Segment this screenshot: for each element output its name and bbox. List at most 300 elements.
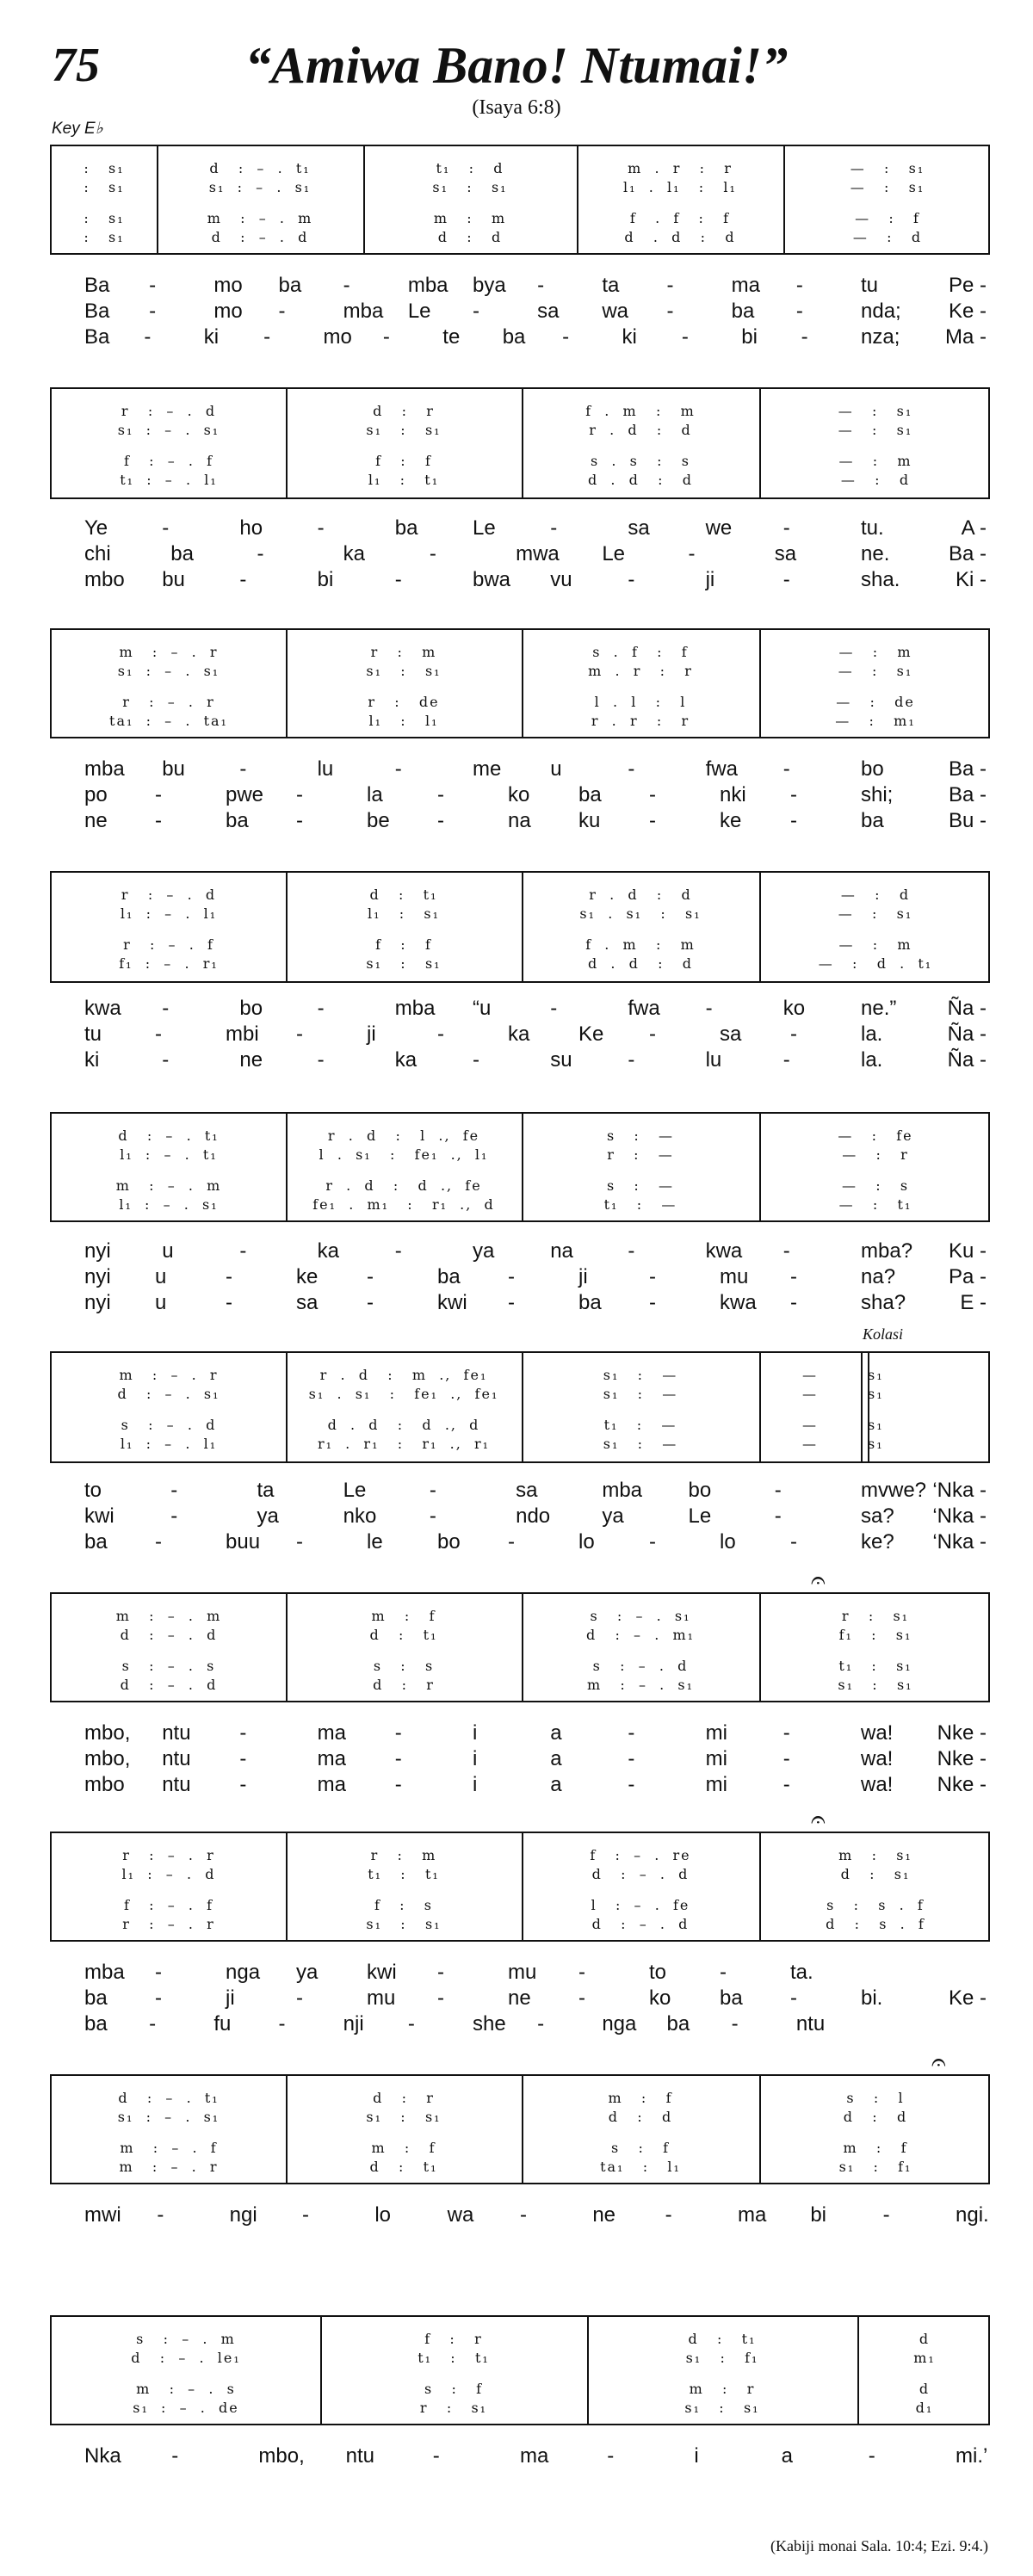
solfa-measure: m : – . f: [120, 2140, 218, 2156]
syllable-hyphen: -: [429, 1479, 436, 1502]
solfa-measure: s₁ : s₁: [838, 1677, 913, 1693]
syllable-hyphen: -: [437, 1961, 444, 1984]
voice-row: [52, 160, 988, 181]
syllable-hyphen: -: [239, 1721, 247, 1745]
syllable-hyphen: -: [790, 1291, 797, 1314]
solfa-measure: r . r : r: [591, 713, 690, 729]
voice-row: [52, 2381, 988, 2401]
lyric-syllable: we: [705, 516, 733, 540]
lyric-line: [0, 1721, 1033, 1745]
lyric-syllable: na: [508, 809, 531, 832]
solfa-measure: r . d : m ., fe₁: [319, 1367, 488, 1383]
solfa-measure: m : s₁: [838, 1847, 912, 1863]
lyric-syllable: ki: [203, 325, 220, 349]
solfa-measure: d : s₁: [840, 1866, 911, 1882]
lyric-syllable: ngi.: [956, 2203, 989, 2227]
solfa-measure: d : – . t₁: [209, 160, 311, 176]
solfa-measure: t₁ : t₁: [368, 1866, 440, 1882]
solfa-measure: : s₁: [84, 160, 125, 176]
lyric-syllable: na?: [861, 1265, 896, 1288]
syllable-hyphen: -: [782, 1747, 790, 1770]
lyric-syllable: ya: [602, 1504, 624, 1528]
lyric-syllable: i: [473, 1773, 478, 1796]
syllable-hyphen: -: [257, 542, 264, 565]
solfa-measure: f . m : m: [585, 403, 696, 419]
lyric-syllable: mu: [367, 1986, 396, 2010]
next-line-pickup: A -: [961, 516, 987, 540]
solfa-measure: f₁ : – . r₁: [119, 955, 219, 972]
lyric-syllable: bi: [741, 325, 758, 349]
solfa-measure: d : – . le₁: [131, 2350, 241, 2366]
next-line-pickup: ‘Nka -: [932, 1530, 987, 1554]
solfa-measure: r₁ . r₁ : r₁ ., r₁: [317, 1436, 491, 1452]
solfa-measure: m : – . s: [136, 2381, 236, 2397]
lyric-syllable: ntu: [162, 1773, 191, 1796]
lyric-syllable: wa!: [861, 1747, 894, 1770]
solfa-measure: s . s : s: [591, 453, 690, 469]
lyric-syllable: ntu: [162, 1721, 191, 1745]
lyric-syllable: ko: [782, 997, 806, 1020]
syllable-hyphen: -: [649, 783, 656, 806]
lyric-syllable: nga: [602, 2012, 637, 2035]
syllable-hyphen: -: [720, 1961, 727, 1984]
fermata-icon: 𝄐: [811, 1805, 826, 1835]
lyric-syllable: ba: [84, 1986, 108, 2010]
solfa-measure: — : s: [841, 1177, 910, 1194]
lyric-syllable: bi: [810, 2203, 827, 2227]
solfa-measure: m : – . r: [119, 2159, 219, 2175]
solfa-measure: d : – . d: [211, 229, 309, 245]
lyric-syllable: ji: [705, 568, 715, 591]
lyric-syllable: bo: [437, 1530, 461, 1554]
notation-system-3: [50, 628, 990, 738]
lyric-syllable: ne: [508, 1986, 531, 2010]
next-line-pickup: Ba -: [948, 757, 987, 781]
solfa-measure: s₁: [868, 1417, 884, 1433]
syllable-hyphen: -: [550, 997, 558, 1020]
next-line-pickup: ‘Nka -: [932, 1504, 987, 1528]
lyric-syllable: te: [442, 325, 461, 349]
lyric-line: [0, 1239, 1033, 1263]
voice-row: [52, 1627, 988, 1647]
lyric-syllable: ba: [84, 2012, 108, 2035]
lyric-syllable: ki: [84, 1048, 100, 1072]
solfa-measure: s : f: [610, 2140, 671, 2156]
syllable-hyphen: -: [882, 2203, 890, 2227]
syllable-hyphen: -: [239, 1747, 247, 1770]
solfa-measure: t₁ : —: [603, 1196, 677, 1213]
lyric-line: [0, 568, 1033, 592]
lyric-line: [0, 2444, 1033, 2468]
scripture-reference: (Isaya 6:8): [472, 96, 561, 119]
syllable-hyphen: -: [688, 542, 696, 565]
voice-row: [52, 663, 988, 683]
solfa-measure: r : – . r: [122, 1847, 215, 1863]
lyric-syllable: mbo,: [258, 2444, 305, 2468]
solfa-measure: m : m: [433, 210, 507, 226]
syllable-hyphen: -: [437, 809, 444, 832]
solfa-measure: t₁ : s₁: [838, 1658, 912, 1674]
lyric-syllable: Le: [343, 1479, 367, 1502]
voice-row: [52, 2109, 988, 2129]
lyric-syllable: kwa: [705, 1239, 743, 1263]
voice-row: [52, 1196, 988, 1217]
lyric-syllable: i: [473, 1747, 478, 1770]
song-number: 75: [52, 39, 100, 92]
lyric-syllable: lu: [705, 1048, 722, 1072]
solfa-measure: l₁ : – . d: [121, 1866, 216, 1882]
syllable-hyphen: -: [343, 274, 350, 297]
solfa-measure: f : – . re: [590, 1847, 691, 1863]
solfa-measure: s . f : f: [592, 644, 689, 660]
solfa-measure: d : – . d: [120, 1677, 218, 1693]
syllable-hyphen: -: [790, 1265, 797, 1288]
solfa-measure: d : r: [373, 1677, 435, 1693]
lyric-syllable: a: [550, 1773, 562, 1796]
solfa-measure: d : r: [373, 2090, 435, 2106]
solfa-measure: d : – . d: [591, 1916, 690, 1932]
lyric-syllable: ka: [394, 1048, 418, 1072]
solfa-measure: d . d : d: [587, 955, 694, 972]
solfa-measure: l . s₁ : fe₁ ., l₁: [319, 1146, 489, 1163]
solfa-measure: d : r: [373, 403, 435, 419]
syllable-hyphen: -: [731, 2012, 739, 2035]
syllable-hyphen: -: [782, 1773, 790, 1796]
lyric-line: [0, 1022, 1033, 1047]
lyric-syllable: mo: [213, 300, 243, 323]
lyric-line: [0, 1773, 1033, 1797]
syllable-hyphen: -: [144, 325, 152, 349]
lyric-syllable: ba: [720, 1986, 743, 2010]
lyric-syllable: sa: [516, 1479, 538, 1502]
lyric-syllable: ke: [720, 809, 742, 832]
lyric-syllable: ndo: [516, 1504, 551, 1528]
solfa-measure: — : d: [840, 886, 911, 903]
solfa-measure: s₁ . s₁ : s₁: [579, 905, 702, 922]
next-line-pickup: Ke -: [948, 1986, 987, 2010]
fermata-icon: 𝄐: [811, 1566, 826, 1596]
lyric-line: [0, 1986, 1033, 2011]
solfa-measure: r : – . r: [122, 1916, 215, 1932]
lyric-syllable: mba: [84, 757, 125, 781]
lyric-syllable: Ba: [84, 325, 110, 349]
syllable-hyphen: -: [394, 1773, 402, 1796]
lyric-syllable: nda;: [861, 300, 901, 323]
syllable-hyphen: -: [432, 2444, 440, 2468]
syllable-hyphen: -: [278, 2012, 286, 2035]
syllable-hyphen: -: [790, 1022, 797, 1046]
syllable-hyphen: -: [296, 1986, 303, 2010]
solfa-measure: —: [802, 1417, 818, 1433]
syllable-hyphen: -: [537, 274, 545, 297]
solfa-measure: — : fe: [838, 1127, 913, 1144]
solfa-measure: f₁ : s₁: [838, 1627, 912, 1643]
solfa-measure: m : – . m: [115, 1608, 222, 1624]
lyric-syllable: ya: [257, 1504, 279, 1528]
lyric-line: [0, 809, 1033, 833]
solfa-measure: m : f: [371, 2140, 436, 2156]
voice-row: [52, 2159, 988, 2179]
solfa-measure: f : – . f: [123, 1897, 214, 1913]
syllable-hyphen: -: [666, 274, 674, 297]
solfa-measure: l₁ : – . l₁: [120, 905, 218, 922]
lyric-syllable: lo: [578, 1530, 595, 1554]
lyric-syllable: fu: [213, 2012, 232, 2035]
voice-row: [52, 1847, 988, 1868]
lyric-syllable: sa: [774, 542, 797, 565]
syllable-hyphen: -: [550, 516, 558, 540]
next-line-pickup: Ña -: [947, 997, 987, 1020]
solfa-measure: l₁ : – . s₁: [119, 1196, 219, 1213]
lyric-line: [0, 1265, 1033, 1289]
lyric-syllable: le: [367, 1530, 383, 1554]
lyric-line: [0, 1504, 1033, 1529]
lyric-syllable: ngi: [229, 2203, 257, 2227]
lyric-syllable: vu: [550, 568, 572, 591]
solfa-measure: l . l : l: [594, 694, 687, 710]
solfa-measure: — : r: [842, 1146, 909, 1163]
lyric-syllable: ba: [578, 783, 602, 806]
lyric-syllable: Ba: [84, 274, 110, 297]
solfa-measure: ta₁ : – . ta₁: [109, 713, 228, 729]
solfa-measure: r . d : d: [589, 422, 692, 438]
syllable-hyphen: -: [437, 1022, 444, 1046]
solfa-measure: s₁ : – . s₁: [208, 179, 312, 195]
syllable-hyphen: -: [317, 1048, 325, 1072]
lyric-syllable: ta.: [790, 1961, 813, 1984]
solfa-measure: : s₁: [84, 179, 125, 195]
next-line-pickup: Pa -: [948, 1265, 987, 1288]
solfa-measure: — : d . t₁: [818, 955, 933, 972]
solfa-measure: d : t₁: [369, 2159, 438, 2175]
syllable-hyphen: -: [155, 1022, 162, 1046]
lyric-syllable: ba: [84, 1530, 108, 1554]
lyric-syllable: ji: [367, 1022, 376, 1046]
lyric-syllable: nji: [343, 2012, 364, 2035]
lyric-syllable: ko: [649, 1986, 671, 2010]
key-signature: Key E♭: [52, 120, 103, 138]
solfa-measure: f . m : m: [585, 936, 696, 953]
lyric-syllable: mwa: [516, 542, 560, 565]
solfa-measure: —: [802, 1367, 818, 1383]
solfa-measure: — : d: [852, 229, 923, 245]
lyric-line: [0, 1747, 1033, 1771]
syllable-hyphen: -: [774, 1504, 782, 1528]
syllable-hyphen: -: [782, 1721, 790, 1745]
lyric-syllable: ke: [296, 1265, 319, 1288]
notation-system-7: [50, 1592, 990, 1702]
lyric-syllable: tu: [84, 1022, 102, 1046]
syllable-hyphen: -: [239, 568, 247, 591]
lyric-syllable: shi;: [861, 783, 894, 806]
solfa-measure: — : de: [836, 694, 915, 710]
syllable-hyphen: -: [649, 1530, 656, 1554]
lyric-syllable: ne.”: [861, 997, 897, 1020]
voice-row: [52, 1866, 988, 1887]
syllable-hyphen: -: [394, 1721, 402, 1745]
syllable-hyphen: -: [628, 1721, 635, 1745]
syllable-hyphen: -: [790, 1986, 797, 2010]
lyric-syllable: ba: [578, 1291, 602, 1314]
syllable-hyphen: -: [782, 757, 790, 781]
syllable-hyphen: -: [628, 757, 635, 781]
lyric-line: [0, 516, 1033, 541]
lyric-syllable: po: [84, 783, 108, 806]
syllable-hyphen: -: [562, 325, 570, 349]
lyric-syllable: ma: [520, 2444, 549, 2468]
lyric-syllable: sha?: [861, 1291, 906, 1314]
solfa-measure: m : – . m: [207, 210, 313, 226]
next-line-pickup: Ña -: [947, 1022, 987, 1046]
syllable-hyphen: -: [782, 1239, 790, 1263]
voice-row: [52, 1417, 988, 1437]
lyric-syllable: nyi: [84, 1265, 111, 1288]
syllable-hyphen: -: [473, 300, 479, 323]
lyric-line: [0, 1530, 1033, 1554]
lyric-syllable: mo: [213, 274, 243, 297]
lyric-syllable: ntu: [345, 2444, 374, 2468]
solfa-measure: f : s: [374, 1897, 434, 1913]
solfa-measure: s₁ : s₁: [366, 2109, 442, 2125]
lyric-line: [0, 1291, 1033, 1315]
lyric-syllable: ba: [394, 516, 418, 540]
solfa-measure: f : f: [375, 453, 432, 469]
voice-row: [52, 1677, 988, 1697]
syllable-hyphen: -: [795, 274, 803, 297]
voice-row: [52, 1177, 988, 1198]
solfa-measure: d : d: [437, 229, 503, 245]
syllable-hyphen: -: [429, 542, 436, 565]
lyric-syllable: na: [550, 1239, 573, 1263]
lyric-line: [0, 274, 1033, 298]
syllable-hyphen: -: [649, 809, 656, 832]
lyric-syllable: lo: [374, 2203, 392, 2227]
syllable-hyphen: -: [296, 1530, 303, 1554]
next-line-pickup: ‘Nka -: [932, 1479, 987, 1502]
syllable-hyphen: -: [649, 1291, 656, 1314]
syllable-hyphen: -: [170, 1479, 178, 1502]
lyric-syllable: sa?: [861, 1504, 894, 1528]
lyric-syllable: mbo: [84, 568, 125, 591]
lyric-syllable: u: [155, 1291, 167, 1314]
next-line-pickup: Ña -: [947, 1048, 987, 1072]
solfa-measure: d : t₁: [688, 2331, 757, 2347]
syllable-hyphen: -: [155, 1961, 162, 1984]
syllable-hyphen: -: [407, 2012, 415, 2035]
solfa-measure: m : – . r: [119, 644, 219, 660]
lyric-syllable: nyi: [84, 1239, 111, 1263]
solfa-measure: m : – . m: [115, 1177, 222, 1194]
solfa-measure: s₁: [868, 1386, 884, 1402]
lyric-syllable: ka: [343, 542, 366, 565]
solfa-measure: f : f: [375, 936, 432, 953]
lyric-syllable: me: [473, 757, 502, 781]
lyric-syllable: mba: [407, 274, 448, 297]
solfa-measure: f : – . f: [123, 453, 214, 469]
syllable-hyphen: -: [578, 1986, 585, 2010]
voice-row: [52, 2331, 988, 2351]
solfa-measure: — : s₁: [838, 403, 913, 419]
lyric-syllable: bu: [162, 568, 185, 591]
lyric-syllable: la.: [861, 1022, 883, 1046]
lyric-syllable: a: [550, 1747, 562, 1770]
lyric-syllable: Le: [473, 516, 496, 540]
solfa-measure: l₁ : s₁: [367, 905, 441, 922]
lyric-syllable: kwi: [84, 1504, 114, 1528]
lyric-syllable: lo: [720, 1530, 736, 1554]
lyric-syllable: ntu: [162, 1747, 191, 1770]
solfa-measure: r . d : d: [589, 886, 692, 903]
syllable-hyphen: -: [665, 2203, 672, 2227]
lyric-syllable: fwa: [628, 997, 660, 1020]
lyric-syllable: ba: [666, 2012, 690, 2035]
lyric-syllable: ko: [508, 783, 530, 806]
syllable-hyphen: -: [578, 1961, 585, 1984]
lyric-syllable: la.: [861, 1048, 883, 1072]
lyric-syllable: mi: [705, 1721, 727, 1745]
lyric-syllable: Le: [407, 300, 431, 323]
syllable-hyphen: -: [437, 1986, 444, 2010]
syllable-hyphen: -: [155, 1530, 162, 1554]
lyric-syllable: mbi: [226, 1022, 259, 1046]
lyric-syllable: ba: [278, 274, 302, 297]
syllable-hyphen: -: [155, 1986, 162, 2010]
solfa-measure: s₁ : s₁: [684, 2400, 760, 2416]
lyric-syllable: ku: [578, 809, 601, 832]
solfa-measure: m . r : r: [588, 663, 693, 679]
syllable-hyphen: -: [437, 783, 444, 806]
voice-row: [52, 1386, 988, 1406]
solfa-measure: s : – . d: [121, 1417, 217, 1433]
lyric-syllable: Ye: [84, 516, 108, 540]
next-line-pickup: Ke -: [948, 300, 987, 323]
solfa-measure: s : f: [424, 2381, 484, 2397]
voice-row: [52, 179, 988, 200]
solfa-measure: m : – . s₁: [586, 1677, 695, 1693]
lyric-syllable: Ba: [84, 300, 110, 323]
solfa-measure: t₁ : —: [603, 1417, 677, 1433]
solfa-measure: d : – . t₁: [118, 1127, 220, 1144]
solfa-measure: s₁ : – . de: [133, 2400, 239, 2416]
voice-row: [52, 2140, 988, 2160]
syllable-hyphen: -: [628, 1048, 635, 1072]
lyric-syllable: nga: [226, 1961, 261, 1984]
voice-row: [52, 2350, 988, 2370]
solfa-measure: l₁ : – . t₁: [120, 1146, 218, 1163]
lyric-syllable: sha.: [861, 568, 900, 591]
syllable-hyphen: -: [508, 1265, 515, 1288]
lyric-line: [0, 325, 1033, 349]
lyric-syllable: su: [550, 1048, 572, 1072]
solfa-measure: —: [802, 1386, 818, 1402]
lyric-syllable: bo: [239, 997, 263, 1020]
syllable-hyphen: -: [162, 516, 170, 540]
solfa-measure: r . d : l ., fe: [327, 1127, 480, 1144]
solfa-measure: s₁ : – . s₁: [117, 2109, 220, 2125]
solfa-measure: s₁: [868, 1436, 884, 1452]
lyric-syllable: sa: [720, 1022, 742, 1046]
lyric-syllable: a: [550, 1721, 562, 1745]
lyric-syllable: mi: [705, 1747, 727, 1770]
syllable-hyphen: -: [226, 1265, 232, 1288]
lyric-syllable: ho: [239, 516, 263, 540]
solfa-measure: r : – . d: [121, 403, 217, 419]
lyric-syllable: ba: [226, 809, 249, 832]
lyric-syllable: mbo,: [84, 1721, 131, 1745]
lyric-syllable: la: [367, 783, 383, 806]
solfa-measure: —: [802, 1436, 818, 1452]
lyric-syllable: u: [550, 757, 562, 781]
